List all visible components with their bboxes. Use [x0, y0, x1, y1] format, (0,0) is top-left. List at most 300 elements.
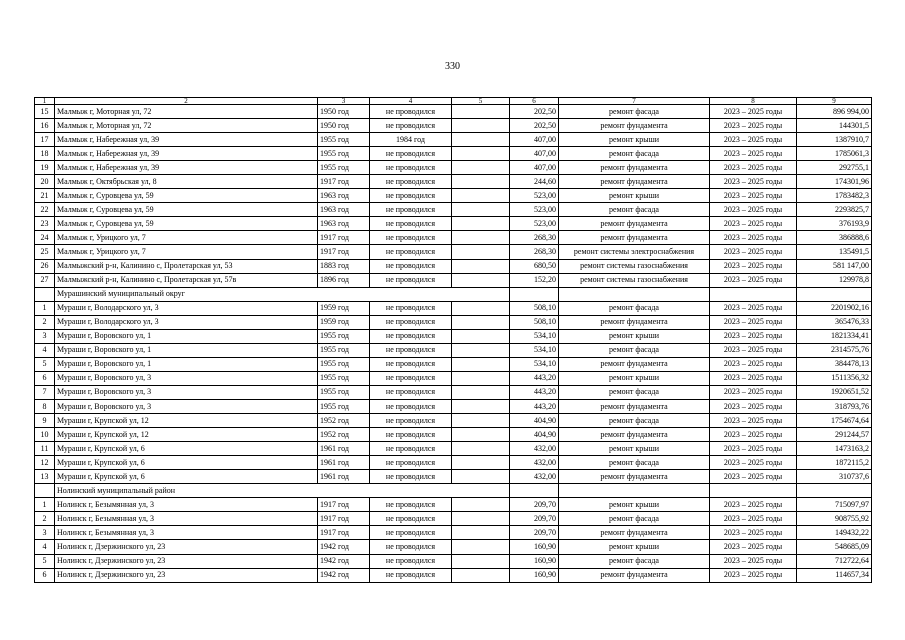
column-number-row: [35, 98, 872, 105]
last-repair-cell: не проводился: [370, 217, 452, 231]
table-row: [35, 245, 872, 259]
empty-cell: [452, 399, 510, 413]
area-cell: 432,00: [510, 456, 559, 470]
empty-cell: [452, 385, 510, 399]
last-repair-cell: не проводился: [370, 442, 452, 456]
empty-cell: [452, 554, 510, 568]
work-type-cell: ремонт фундамента: [559, 470, 710, 484]
period-cell: 2023 – 2025 годы: [710, 456, 797, 470]
last-repair-cell: не проводился: [370, 259, 452, 273]
period-cell: 2023 – 2025 годы: [710, 428, 797, 442]
last-repair-cell: не проводился: [370, 526, 452, 540]
empty-cell: [452, 119, 510, 133]
cost-cell: 144301,5: [797, 119, 872, 133]
row-number-cell: 13: [35, 470, 55, 484]
work-type-cell: ремонт фундамента: [559, 217, 710, 231]
table-row: [35, 498, 872, 512]
period-cell: 2023 – 2025 годы: [710, 329, 797, 343]
empty-cell: [452, 133, 510, 147]
period-cell: [710, 287, 797, 301]
work-type-cell: ремонт фундамента: [559, 231, 710, 245]
period-cell: 2023 – 2025 годы: [710, 470, 797, 484]
build-year-cell: 1955 год: [318, 343, 370, 357]
cost-cell: [797, 484, 872, 498]
empty-cell: [452, 540, 510, 554]
cost-cell: 318793,76: [797, 399, 872, 413]
build-year-cell: 1942 год: [318, 554, 370, 568]
table-row: [35, 540, 872, 554]
empty-cell: [452, 301, 510, 315]
period-cell: 2023 – 2025 годы: [710, 568, 797, 582]
table-row: [35, 512, 872, 526]
empty-cell: [452, 203, 510, 217]
cost-cell: 1387910,7: [797, 133, 872, 147]
area-cell: 432,00: [510, 470, 559, 484]
empty-cell: [452, 189, 510, 203]
last-repair-cell: не проводился: [370, 414, 452, 428]
cost-cell: 2293825,7: [797, 203, 872, 217]
table-row: [35, 301, 872, 315]
empty-cell: [452, 428, 510, 442]
period-cell: 2023 – 2025 годы: [710, 161, 797, 175]
table-row: [35, 414, 872, 428]
cost-cell: 1920651,52: [797, 385, 872, 399]
build-year-cell: 1963 год: [318, 217, 370, 231]
work-type-cell: ремонт фундамента: [559, 357, 710, 371]
area-cell: 209,70: [510, 512, 559, 526]
area-cell: 534,10: [510, 357, 559, 371]
period-cell: 2023 – 2025 годы: [710, 301, 797, 315]
area-cell: 523,00: [510, 217, 559, 231]
section-title: Нолинский муниципальный район: [55, 484, 510, 498]
empty-cell: [452, 315, 510, 329]
area-cell: 160,90: [510, 568, 559, 582]
last-repair-cell: не проводился: [370, 399, 452, 413]
area-cell: 152,20: [510, 273, 559, 287]
row-number-cell: 19: [35, 161, 55, 175]
table-row: [35, 526, 872, 540]
work-type-cell: ремонт фасада: [559, 105, 710, 119]
period-cell: 2023 – 2025 годы: [710, 414, 797, 428]
cost-cell: 1821334,41: [797, 329, 872, 343]
table-row: [35, 428, 872, 442]
period-cell: 2023 – 2025 годы: [710, 498, 797, 512]
work-type-cell: ремонт системы электроснабжения: [559, 245, 710, 259]
work-type-cell: ремонт фасада: [559, 147, 710, 161]
empty-cell: [452, 568, 510, 582]
address-cell: Малмыж г, Урицкого ул, 7: [55, 245, 318, 259]
column-header: 6: [510, 98, 559, 105]
period-cell: 2023 – 2025 годы: [710, 119, 797, 133]
empty-cell: [452, 470, 510, 484]
last-repair-cell: не проводился: [370, 428, 452, 442]
build-year-cell: 1917 год: [318, 175, 370, 189]
row-number-cell: 22: [35, 203, 55, 217]
last-repair-cell: не проводился: [370, 568, 452, 582]
column-header: 9: [797, 98, 872, 105]
build-year-cell: 1883 год: [318, 259, 370, 273]
cost-cell: 2201902,16: [797, 301, 872, 315]
column-header: 7: [559, 98, 710, 105]
row-number-cell: 18: [35, 147, 55, 161]
row-number-cell: 11: [35, 442, 55, 456]
cost-cell: 174301,96: [797, 175, 872, 189]
last-repair-cell: не проводился: [370, 512, 452, 526]
row-number-cell: 21: [35, 189, 55, 203]
last-repair-cell: не проводился: [370, 189, 452, 203]
work-type-cell: ремонт фасада: [559, 512, 710, 526]
cost-cell: 376193,9: [797, 217, 872, 231]
cost-cell: 291244,57: [797, 428, 872, 442]
address-cell: Мураши г, Воровского ул, 3: [55, 385, 318, 399]
empty-cell: [452, 498, 510, 512]
table-row: [35, 315, 872, 329]
work-type-cell: ремонт крыши: [559, 189, 710, 203]
row-number-cell: 27: [35, 273, 55, 287]
table-row: [35, 119, 872, 133]
address-cell: Мураши г, Крупской ул, 12: [55, 428, 318, 442]
row-number-cell: 17: [35, 133, 55, 147]
address-cell: Малмыж г, Моторная ул, 72: [55, 105, 318, 119]
period-cell: 2023 – 2025 годы: [710, 147, 797, 161]
row-number-cell: 7: [35, 385, 55, 399]
row-number-cell: 10: [35, 428, 55, 442]
address-cell: Нолинск г, Безымянная ул, 3: [55, 526, 318, 540]
area-cell: 407,00: [510, 161, 559, 175]
table-row: [35, 357, 872, 371]
empty-cell: [452, 357, 510, 371]
work-type-cell: ремонт крыши: [559, 133, 710, 147]
table-row: [35, 343, 872, 357]
address-cell: Нолинск г, Безымянная ул, 3: [55, 498, 318, 512]
area-cell: 160,90: [510, 554, 559, 568]
cost-cell: 1473163,2: [797, 442, 872, 456]
work-type-cell: ремонт системы газоснабжения: [559, 259, 710, 273]
table-row: [35, 147, 872, 161]
period-cell: 2023 – 2025 годы: [710, 554, 797, 568]
last-repair-cell: не проводился: [370, 231, 452, 245]
area-cell: 534,10: [510, 343, 559, 357]
cost-cell: 712722,64: [797, 554, 872, 568]
build-year-cell: 1952 год: [318, 414, 370, 428]
page-number: 330: [445, 61, 460, 72]
cost-cell: 365476,33: [797, 315, 872, 329]
work-type-cell: ремонт фасада: [559, 203, 710, 217]
last-repair-cell: не проводился: [370, 105, 452, 119]
row-number-cell: 2: [35, 512, 55, 526]
cost-cell: 310737,6: [797, 470, 872, 484]
address-cell: Малмыж г, Суровцева ул, 59: [55, 217, 318, 231]
build-year-cell: 1961 год: [318, 442, 370, 456]
area-cell: [510, 484, 559, 498]
address-cell: Мураши г, Воровского ул, 3: [55, 371, 318, 385]
work-type-cell: [559, 287, 710, 301]
row-number-cell: 1: [35, 301, 55, 315]
area-cell: 407,00: [510, 133, 559, 147]
last-repair-cell: не проводился: [370, 357, 452, 371]
address-cell: Малмыж г, Набережная ул, 39: [55, 147, 318, 161]
area-cell: 209,70: [510, 526, 559, 540]
work-type-cell: ремонт фундамента: [559, 568, 710, 582]
table-row: [35, 568, 872, 582]
area-cell: 404,90: [510, 414, 559, 428]
cost-cell: 548685,09: [797, 540, 872, 554]
empty-cell: [452, 147, 510, 161]
build-year-cell: 1959 год: [318, 301, 370, 315]
build-year-cell: 1955 год: [318, 399, 370, 413]
area-cell: 209,70: [510, 498, 559, 512]
cost-cell: 386888,6: [797, 231, 872, 245]
build-year-cell: 1955 год: [318, 371, 370, 385]
cost-cell: 896 994,00: [797, 105, 872, 119]
area-cell: 268,30: [510, 231, 559, 245]
cost-cell: 135491,5: [797, 245, 872, 259]
address-cell: Малмыж г, Суровцева ул, 59: [55, 203, 318, 217]
area-cell: 443,20: [510, 371, 559, 385]
build-year-cell: 1950 год: [318, 105, 370, 119]
period-cell: 2023 – 2025 годы: [710, 512, 797, 526]
area-cell: 523,00: [510, 203, 559, 217]
address-cell: Мураши г, Володарского ул, 3: [55, 315, 318, 329]
row-number-cell: [35, 484, 55, 498]
last-repair-cell: не проводился: [370, 371, 452, 385]
table-row: [35, 470, 872, 484]
period-cell: 2023 – 2025 годы: [710, 526, 797, 540]
period-cell: 2023 – 2025 годы: [710, 189, 797, 203]
table-row: [35, 175, 872, 189]
row-number-cell: 20: [35, 175, 55, 189]
build-year-cell: 1961 год: [318, 470, 370, 484]
area-cell: 508,10: [510, 315, 559, 329]
address-cell: Малмыж г, Набережная ул, 39: [55, 133, 318, 147]
area-cell: 202,50: [510, 119, 559, 133]
build-year-cell: 1942 год: [318, 568, 370, 582]
row-number-cell: 3: [35, 329, 55, 343]
area-cell: 443,20: [510, 385, 559, 399]
address-cell: Мураши г, Воровского ул, 3: [55, 399, 318, 413]
table-row: [35, 554, 872, 568]
area-cell: 268,30: [510, 245, 559, 259]
work-type-cell: ремонт фасада: [559, 343, 710, 357]
row-number-cell: 16: [35, 119, 55, 133]
build-year-cell: 1917 год: [318, 231, 370, 245]
cost-cell: 715097,97: [797, 498, 872, 512]
section-row: [35, 287, 872, 301]
address-cell: Нолинск г, Безымянная ул, 3: [55, 512, 318, 526]
last-repair-cell: не проводился: [370, 273, 452, 287]
cost-cell: 1511356,32: [797, 371, 872, 385]
address-cell: Мураши г, Воровского ул, 1: [55, 343, 318, 357]
address-cell: Малмыж г, Октябрьская ул, 8: [55, 175, 318, 189]
empty-cell: [452, 329, 510, 343]
last-repair-cell: 1984 год: [370, 133, 452, 147]
last-repair-cell: не проводился: [370, 301, 452, 315]
area-cell: 508,10: [510, 301, 559, 315]
cost-cell: 2314575,76: [797, 343, 872, 357]
build-year-cell: 1917 год: [318, 245, 370, 259]
row-number-cell: 5: [35, 554, 55, 568]
last-repair-cell: не проводился: [370, 329, 452, 343]
column-header: 2: [55, 98, 318, 105]
section-title: Мурашинский муниципальный округ: [55, 287, 510, 301]
area-cell: 432,00: [510, 442, 559, 456]
build-year-cell: 1955 год: [318, 133, 370, 147]
last-repair-cell: не проводился: [370, 343, 452, 357]
address-cell: Мураши г, Воровского ул, 1: [55, 329, 318, 343]
build-year-cell: 1917 год: [318, 498, 370, 512]
last-repair-cell: не проводился: [370, 175, 452, 189]
address-cell: Мураши г, Воровского ул, 1: [55, 357, 318, 371]
table-row: [35, 329, 872, 343]
period-cell: 2023 – 2025 годы: [710, 343, 797, 357]
cost-cell: 129978,8: [797, 273, 872, 287]
row-number-cell: 3: [35, 526, 55, 540]
empty-cell: [452, 245, 510, 259]
work-type-cell: ремонт фундамента: [559, 161, 710, 175]
period-cell: 2023 – 2025 годы: [710, 217, 797, 231]
empty-cell: [452, 217, 510, 231]
period-cell: 2023 – 2025 годы: [710, 259, 797, 273]
period-cell: 2023 – 2025 годы: [710, 399, 797, 413]
cost-cell: 1754674,64: [797, 414, 872, 428]
address-cell: Мураши г, Крупской ул, 6: [55, 470, 318, 484]
table-row: [35, 273, 872, 287]
last-repair-cell: не проводился: [370, 470, 452, 484]
area-cell: [510, 287, 559, 301]
empty-cell: [452, 175, 510, 189]
empty-cell: [452, 105, 510, 119]
column-header: 4: [370, 98, 452, 105]
area-cell: 523,00: [510, 189, 559, 203]
work-type-cell: ремонт фасада: [559, 385, 710, 399]
cost-cell: 1785061,3: [797, 147, 872, 161]
row-number-cell: 6: [35, 568, 55, 582]
address-cell: Нолинск г, Дзержинского ул, 23: [55, 568, 318, 582]
period-cell: 2023 – 2025 годы: [710, 371, 797, 385]
row-number-cell: 4: [35, 540, 55, 554]
last-repair-cell: не проводился: [370, 498, 452, 512]
work-type-cell: [559, 484, 710, 498]
address-cell: Мураши г, Крупской ул, 6: [55, 456, 318, 470]
area-cell: 680,50: [510, 259, 559, 273]
period-cell: 2023 – 2025 годы: [710, 231, 797, 245]
build-year-cell: 1896 год: [318, 273, 370, 287]
work-type-cell: ремонт фундамента: [559, 315, 710, 329]
build-year-cell: 1959 год: [318, 315, 370, 329]
build-year-cell: 1942 год: [318, 540, 370, 554]
address-cell: Мураши г, Володарского ул, 3: [55, 301, 318, 315]
period-cell: 2023 – 2025 годы: [710, 245, 797, 259]
work-type-cell: ремонт крыши: [559, 329, 710, 343]
build-year-cell: 1952 год: [318, 428, 370, 442]
row-number-cell: 23: [35, 217, 55, 231]
period-cell: 2023 – 2025 годы: [710, 273, 797, 287]
work-type-cell: ремонт фундамента: [559, 399, 710, 413]
last-repair-cell: не проводился: [370, 554, 452, 568]
period-cell: 2023 – 2025 годы: [710, 540, 797, 554]
cost-cell: 292755,1: [797, 161, 872, 175]
address-cell: Нолинск г, Дзержинского ул, 23: [55, 554, 318, 568]
last-repair-cell: не проводился: [370, 540, 452, 554]
column-header: 1: [35, 98, 55, 105]
row-number-cell: 15: [35, 105, 55, 119]
table-row: [35, 399, 872, 413]
row-number-cell: [35, 287, 55, 301]
period-cell: 2023 – 2025 годы: [710, 203, 797, 217]
table-row: [35, 442, 872, 456]
table-row: [35, 456, 872, 470]
row-number-cell: 25: [35, 245, 55, 259]
last-repair-cell: не проводился: [370, 385, 452, 399]
empty-cell: [452, 259, 510, 273]
address-cell: Малмыж г, Набережная ул, 39: [55, 161, 318, 175]
last-repair-cell: не проводился: [370, 245, 452, 259]
area-cell: 404,90: [510, 428, 559, 442]
table-row: [35, 259, 872, 273]
build-year-cell: 1961 год: [318, 456, 370, 470]
build-year-cell: 1955 год: [318, 385, 370, 399]
empty-cell: [452, 371, 510, 385]
last-repair-cell: не проводился: [370, 161, 452, 175]
empty-cell: [452, 414, 510, 428]
address-cell: Нолинск г, Дзержинского ул, 23: [55, 540, 318, 554]
build-year-cell: 1950 год: [318, 119, 370, 133]
address-cell: Малмыжский р-н, Калинино с, Пролетарская ул, 57в: [55, 273, 318, 287]
cost-cell: 1872115,2: [797, 456, 872, 470]
work-type-cell: ремонт фасада: [559, 456, 710, 470]
table-row: [35, 133, 872, 147]
table-row: [35, 385, 872, 399]
work-type-cell: ремонт крыши: [559, 498, 710, 512]
period-cell: 2023 – 2025 годы: [710, 357, 797, 371]
period-cell: [710, 484, 797, 498]
last-repair-cell: не проводился: [370, 456, 452, 470]
empty-cell: [452, 512, 510, 526]
work-type-cell: ремонт крыши: [559, 540, 710, 554]
last-repair-cell: не проводился: [370, 315, 452, 329]
build-year-cell: 1963 год: [318, 203, 370, 217]
area-cell: 534,10: [510, 329, 559, 343]
cost-cell: 908755,92: [797, 512, 872, 526]
work-type-cell: ремонт крыши: [559, 442, 710, 456]
area-cell: 202,50: [510, 105, 559, 119]
address-cell: Малмыж г, Моторная ул, 72: [55, 119, 318, 133]
empty-cell: [452, 231, 510, 245]
work-type-cell: ремонт крыши: [559, 371, 710, 385]
column-header: 8: [710, 98, 797, 105]
empty-cell: [452, 442, 510, 456]
column-header: 5: [452, 98, 510, 105]
table-row: [35, 203, 872, 217]
work-type-cell: ремонт фасада: [559, 414, 710, 428]
work-type-cell: ремонт системы газоснабжения: [559, 273, 710, 287]
build-year-cell: 1917 год: [318, 526, 370, 540]
last-repair-cell: не проводился: [370, 203, 452, 217]
row-number-cell: 5: [35, 357, 55, 371]
cost-cell: 581 147,00: [797, 259, 872, 273]
area-cell: 244,60: [510, 175, 559, 189]
address-cell: Мураши г, Крупской ул, 6: [55, 442, 318, 456]
row-number-cell: 24: [35, 231, 55, 245]
build-year-cell: 1955 год: [318, 329, 370, 343]
period-cell: 2023 – 2025 годы: [710, 442, 797, 456]
cost-cell: 384478,13: [797, 357, 872, 371]
empty-cell: [452, 526, 510, 540]
table-row: [35, 189, 872, 203]
work-type-cell: ремонт фасада: [559, 301, 710, 315]
row-number-cell: 1: [35, 498, 55, 512]
table-row: [35, 371, 872, 385]
